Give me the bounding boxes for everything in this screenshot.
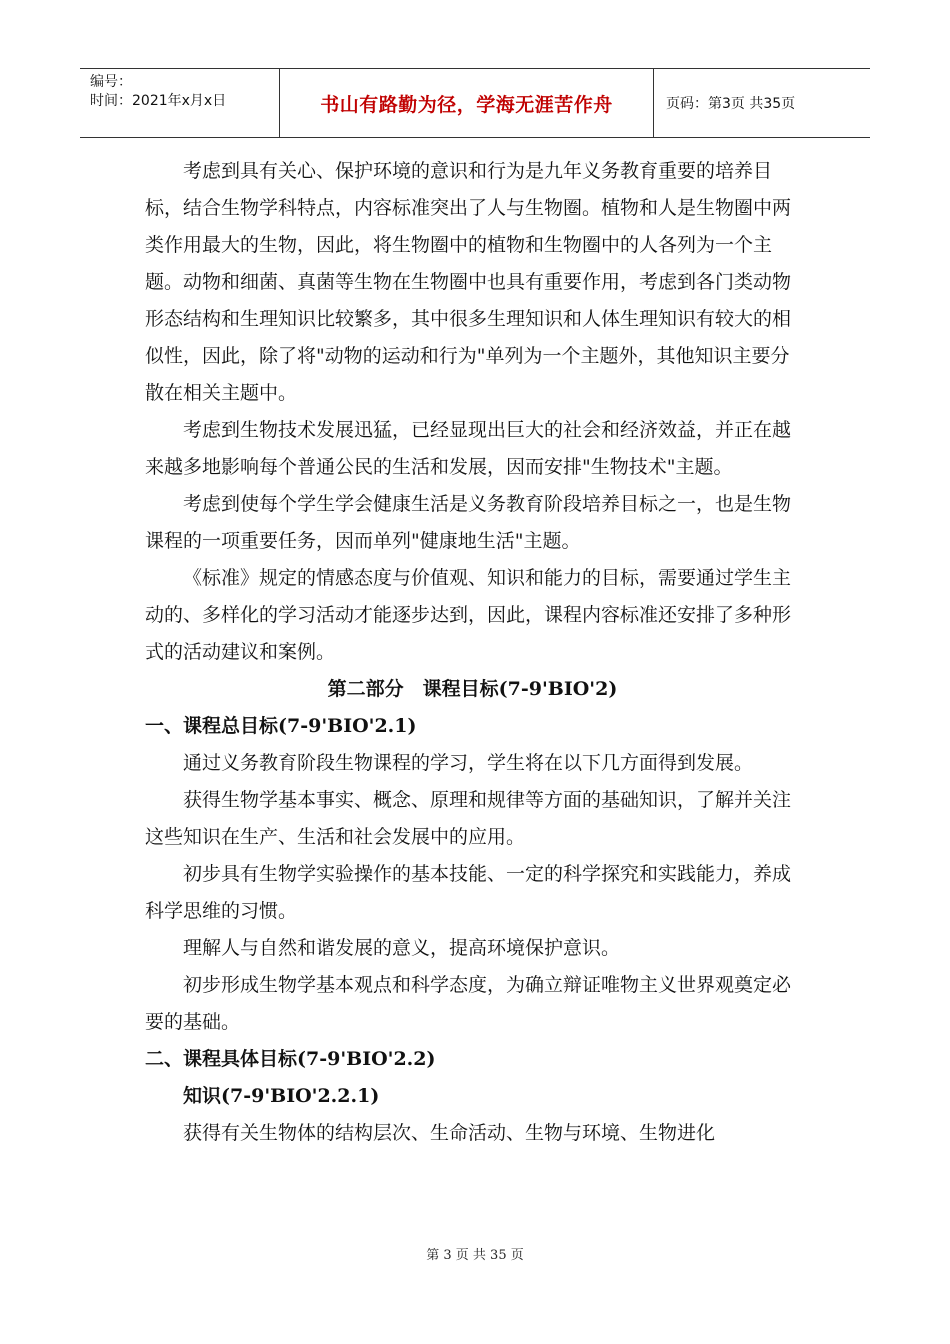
page-footer: 第 3 页 共 35 页	[426, 1248, 524, 1263]
document-number: 编号：	[90, 74, 132, 90]
page-header	[80, 68, 870, 138]
section-heading: 一、课程总目标(7-9'BIO'2.1)	[145, 715, 417, 737]
body-paragraph: 通过义务教育阶段生物课程的学习，学生将在以下几方面得到发展。	[183, 752, 754, 774]
body-paragraph: 理解人与自然和谐发展的意义，提高环境保护意识。	[183, 937, 621, 959]
body-paragraph: 考虑到生物技术发展迅猛，已经显现出巨大的社会和经济效益，并正在越来越多地影响每个普通公民的生活和发展，因而安排"生物技术"主题。	[145, 419, 792, 478]
body-paragraph: 初步具有生物学实验操作的基本技能、一定的科学探究和实践能力，养成科学思维的习惯。	[145, 863, 792, 922]
body-paragraph: 《标准》规定的情感态度与价值观、知识和能力的目标，需要通过学生主动的、多样化的学习活动才能逐步达到，因此，课程内容标准还安排了多种形式的活动建议和案例。	[145, 567, 792, 663]
header-meta	[80, 69, 280, 137]
body-paragraph: 获得生物学基本事实、概念、原理和规律等方面的基础知识，了解并关注这些知识在生产、生活和社会发展中的应用。	[145, 789, 792, 848]
body-paragraph: 获得有关生物体的结构层次、生命活动、生物与环境、生物进化	[183, 1122, 716, 1144]
document-date: 时间：2021年x月x日	[90, 93, 227, 109]
body-paragraph: 考虑到使每个学生学会健康生活是义务教育阶段培养目标之一，也是生物课程的一项重要任务，因而单列"健康地生活"主题。	[145, 493, 792, 552]
header-page-info: 页码：第3页 共35页	[666, 96, 796, 112]
section-heading: 二、课程具体目标(7-9'BIO'2.2)	[145, 1048, 436, 1070]
document-body	[145, 153, 800, 1152]
header-motto: 书山有路勤为径，学海无涯苦作舟	[280, 69, 654, 137]
body-paragraph: 初步形成生物学基本观点和科学态度，为确立辩证唯物主义世界观奠定必要的基础。	[145, 974, 792, 1033]
part-title: 第二部分 课程目标(7-9'BIO'2)	[327, 678, 618, 700]
subsection-heading: 知识(7-9'BIO'2.2.1)	[183, 1085, 380, 1107]
body-paragraph: 考虑到具有关心、保护环境的意识和行为是九年义务教育重要的培养目标，结合生物学科特点，内容标准突出了人与生物圈。植物和人是生物圈中两类作用最大的生物，因此，将生物圈中的植物和生物圈中的人各列为一个主题。动物和细菌、真菌等生物在生物圈中也具有重要作用，考虑到各门类动物形态结构和生理知识比较繁多，其中很多生理知识和人体生理知识有较大的相似性，因此，除了将"动物的运动和行为"单列为一个主题外，其他知识主要分散在相关主题中。	[145, 160, 792, 404]
